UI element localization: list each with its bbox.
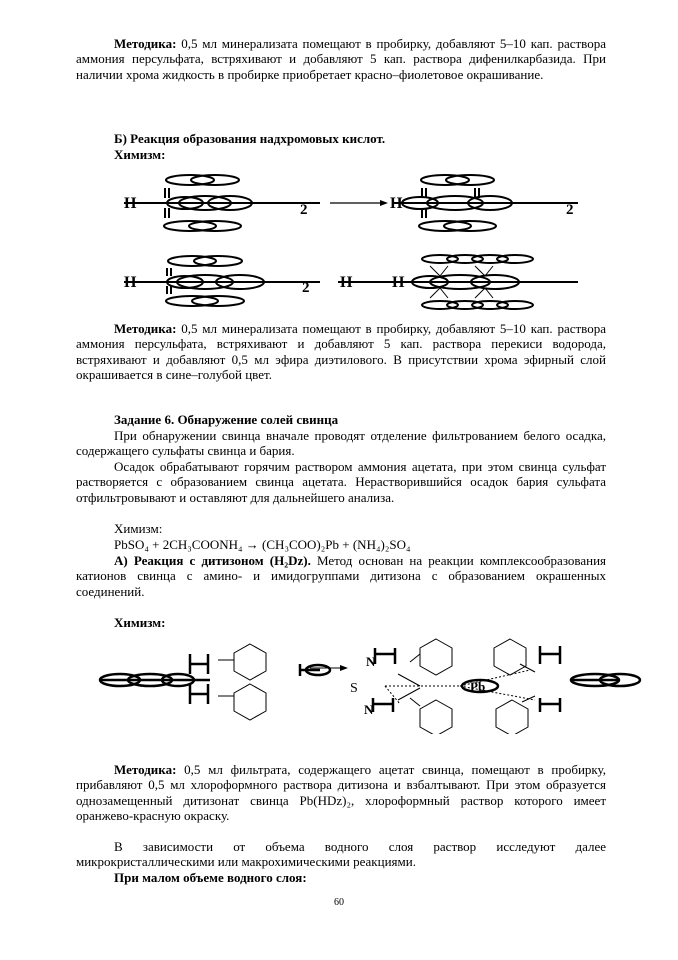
chromic-acid-reaction-1 xyxy=(0,168,678,248)
section-b-title: Б) Реакция образования надхромовых кислот. xyxy=(114,131,386,146)
svg-text:2: 2 xyxy=(566,202,574,218)
dithizone-reaction-diagram xyxy=(0,634,678,734)
svg-text:H: H xyxy=(340,274,353,291)
methodika-paragraph-3: Методика: 0,5 мл фильтрата, содержащего ацетат свинца, помещают в пробирку, прибавляют 0,5 мл хлороформного раствора дитизона и взбалтывают. При этом образуется однозамещенный дитизонат свинца Pb(HDz)₂, хлороформный раствор которого имеет оранжево-красную окраску. xyxy=(76,762,606,824)
svg-text:N: N xyxy=(366,654,376,669)
svg-text:H: H xyxy=(124,195,137,212)
methodika-text: 0,5 мл минерализата помещают в пробирку, добавляют 5–10 кап. раствора аммония персульфата, встряхивают и добавляют 5 кап. раствора дифенилкарбазида. При наличии хрома жидкость в пробирке приобретает красно–фиолетовое окрашивание. xyxy=(76,36,606,82)
chromic-acid-reaction-2 xyxy=(0,254,678,314)
svg-text:Pb: Pb xyxy=(470,679,486,694)
lead-acetate-equation: PbSO₄ + 2CH₃COONH₄ → (CH₃COO)₂Pb + (NH₄)₂SO₄ xyxy=(114,537,411,552)
svg-text:2: 2 xyxy=(300,202,308,218)
dependency-paragraph: В зависимости от объема водного слоя раствор исследуют далее микрокристаллическими или макрохимическими реакциями. xyxy=(76,839,606,870)
svg-text:2: 2 xyxy=(302,280,310,296)
svg-text:H: H xyxy=(124,274,137,291)
svg-text:H: H xyxy=(390,195,403,212)
chemism-label-2: Химизм: xyxy=(114,615,166,630)
page-number: 60 xyxy=(334,897,344,908)
methodika-label: Методика: xyxy=(114,36,177,51)
small-volume-heading: При малом объеме водного слоя: xyxy=(114,870,307,885)
methodika-paragraph-1 xyxy=(76,36,606,82)
methodika-paragraph-2: Методика: 0,5 мл минерализата помещают в пробирку, добавляют 5–10 кап. раствора аммония персульфата, встряхивают и добавляют 5 кап. раствора перекиси водорода, встряхивают и добавляют 0,5 мл эфира диэтилового. В присутствии хрома эфирный слой окрашивается в сине–голубой цвет. xyxy=(76,321,606,383)
dithizone-paragraph: А) Реакция с дитизоном (H₂Dz). Метод основан на реакции комплексообразования катионов свинца с амино- и имидогруппами дитизона с образованием окрашенных соединений. xyxy=(76,553,607,599)
task6-paragraph-1: При обнаружении свинца вначале проводят отделение фильтрованием белого осадка, содержащего сульфаты свинца и бария. xyxy=(76,428,606,459)
svg-text:H: H xyxy=(392,274,405,291)
task6-chemism: Химизм: xyxy=(114,521,163,536)
task6-paragraph-2: Осадок обрабатывают горячим раствором аммония ацетата, при этом свинца сульфат растворяется с образованием свинца ацетата. Нерастворившийся осадок бария сульфата отфильтровывают и оставляют для дальнейшего анализа. xyxy=(76,459,606,505)
chemism-label: Химизм: xyxy=(114,147,166,162)
task6-title: Задание 6. Обнаружение солей свинца xyxy=(114,412,339,427)
svg-text:S: S xyxy=(350,681,358,696)
svg-text:N: N xyxy=(364,702,374,717)
